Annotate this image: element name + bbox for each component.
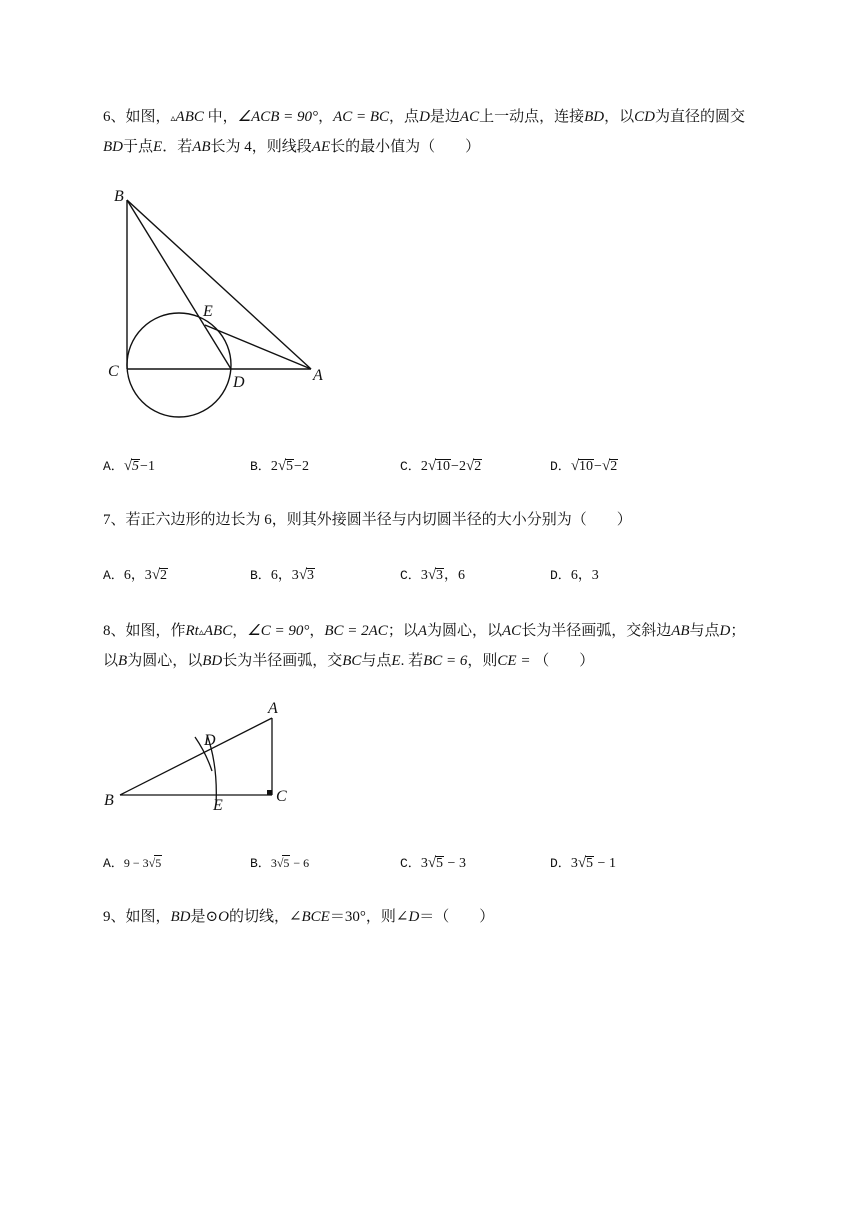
- segment-BA: [120, 718, 272, 795]
- question-9: [103, 903, 808, 932]
- label-E: E: [203, 303, 213, 320]
- question-6-text: 6、如图，▵ABC 中，∠ACB = 90°，AC = BC，点D是边AC上一动点，连接BD，以CD为直径的圆交 BD于点E．若AB长为 4，则线段AE长的最小值为（ ）: [103, 109, 745, 155]
- question-8: [103, 617, 808, 676]
- label-A: A: [313, 367, 323, 384]
- question-7-options: [103, 564, 803, 586]
- question-6-options: [103, 455, 803, 477]
- option-6c[interactable]: C．2√10−2√2: [400, 458, 482, 474]
- circle-CD: [127, 313, 231, 417]
- segment-BD: [127, 200, 231, 369]
- label-A: A: [268, 700, 278, 717]
- right-angle-mark: [267, 790, 272, 795]
- option-7d[interactable]: D．6，3: [550, 568, 599, 583]
- option-6b[interactable]: B．2√5−2: [250, 458, 309, 474]
- label-B: B: [114, 188, 124, 205]
- option-6a[interactable]: A．√5−1: [103, 458, 155, 474]
- label-C: C: [276, 788, 287, 805]
- label-D: D: [233, 374, 245, 391]
- segment-EA: [205, 325, 311, 369]
- question-7: [103, 506, 808, 535]
- question-8-text: 8、如图，作Rt▵ABC，∠C = 90°，BC = 2AC；以A为圆心，以AC长为半径画弧，交斜边AB与点D； 以B为圆心，以BD长为半径画弧，交BC与点E. 若BC = 6，则CE = （ ）: [103, 623, 746, 669]
- option-8a[interactable]: A．9 − 3√5: [103, 856, 162, 871]
- label-B: B: [104, 792, 114, 809]
- question-9-text: 9、如图，BD是⊙O的切线，∠BCE＝30°，则∠D＝（ ）: [103, 909, 495, 925]
- option-7a[interactable]: A．6，3√2: [103, 567, 168, 583]
- option-8d[interactable]: D．3√5 − 1: [550, 855, 616, 871]
- option-8c[interactable]: C．3√5 − 3: [400, 855, 466, 871]
- option-7b[interactable]: B．6，3√3: [250, 567, 315, 583]
- segment-BA: [127, 200, 311, 369]
- question-8-options: [103, 852, 803, 874]
- figure-q6: [100, 180, 340, 420]
- option-6d[interactable]: D．√10−√2: [550, 458, 618, 474]
- label-E: E: [213, 797, 223, 814]
- label-C: C: [108, 363, 119, 380]
- option-7c[interactable]: C．3√3，6: [400, 567, 466, 583]
- label-D: D: [204, 732, 216, 749]
- question-7-text: 7、若正六边形的边长为 6，则其外接圆半径与内切圆半径的大小分别为（ ）: [103, 512, 632, 528]
- figure-q8: [100, 695, 300, 820]
- option-8b[interactable]: B．3√5 − 6: [250, 856, 310, 871]
- question-6: [103, 103, 808, 162]
